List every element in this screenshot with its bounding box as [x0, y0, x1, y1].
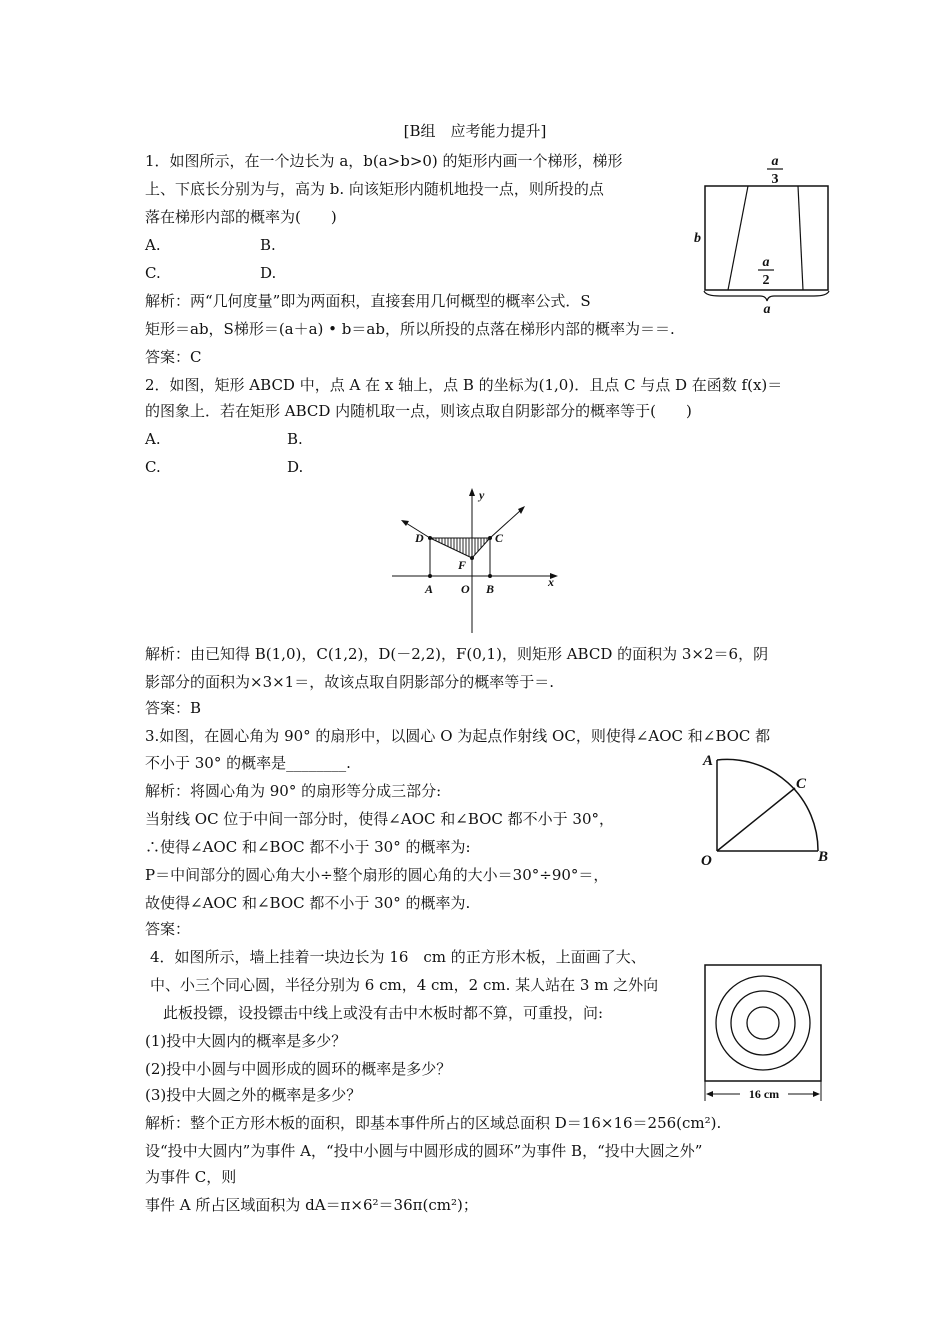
- q1-bottom-brace: [704, 291, 829, 301]
- q3-solution-1: 解析：将圆心角为 90° 的扇形等分成三部分:: [145, 782, 442, 800]
- q1-option-d: D.: [260, 264, 277, 282]
- q3-answer: 答案：: [145, 920, 191, 938]
- q2-option-d: D.: [287, 458, 304, 476]
- point-a-label: A: [425, 582, 434, 596]
- q3-solution-2: 当射线 OC 位于中间一部分时，使得∠AOC 和∠BOC 都不小于 30°，: [145, 810, 615, 828]
- section-title: [B组 应考能力提升]: [403, 122, 547, 140]
- q2-solution-2: 影部分的面积为×3×1＝，故该点取自阴影部分的概率等于＝.: [145, 673, 554, 691]
- y-axis-label: y: [479, 488, 485, 502]
- q3-line-1: 3.如图，在圆心角为 90° 的扇形中，以圆心 O 为起点作射线 OC，则使得∠AOC 和∠BOC 都: [145, 727, 771, 745]
- point-c-label: C: [796, 776, 807, 792]
- q1-fig-bottom-label: a: [763, 302, 771, 317]
- q1-option-b: B.: [260, 236, 276, 254]
- point-o-label: O: [701, 853, 712, 869]
- q4-solution-2: 设“投中大圆内”为事件 A，“投中小圆与中圆形成的圆环”为事件 B，“投中大圆之外”: [145, 1142, 703, 1160]
- q4-solution-1: 解析：整个正方形木板的面积，即基本事件所占的区域总面积 D＝16×16＝256(cm²).: [145, 1114, 722, 1132]
- shaded-triangle: [430, 538, 490, 558]
- q3-solution-5: 故使得∠AOC 和∠BOC 都不小于 30° 的概率为.: [145, 894, 471, 912]
- q4-line-1: 4．如图所示，墙上挂着一块边长为 16 cm 的正方形木板，上面画了大、: [150, 948, 646, 966]
- sector-arc: [717, 759, 818, 851]
- q3-solution-4: P＝中间部分的圆心角大小÷整个扇形的圆心角的大小＝30°÷90°＝，: [145, 866, 609, 884]
- q1-line-1: 1．如图所示，在一个边长为 a，b(a>b>0) 的矩形内画一个梯形，梯形: [145, 152, 623, 170]
- q1-trapezoid-right-side: [798, 186, 803, 290]
- q4-line-3: 此板投镖，设投镖击中线上或没有击中木板时都不算，可重投，问:: [163, 1004, 604, 1022]
- q4-figure: [700, 963, 830, 1103]
- q2-option-c: C.: [145, 458, 161, 476]
- q1-fig-mid-numerator: a: [762, 255, 770, 270]
- q1-line-3: 落在梯形内部的概率为( ): [145, 208, 337, 226]
- x-axis-label: x: [548, 575, 554, 589]
- q1-fig-side-label: b: [694, 231, 701, 246]
- q2-option-b: B.: [287, 430, 303, 448]
- q1-option-c: C.: [145, 264, 161, 282]
- point-a-label: A: [703, 753, 714, 769]
- point-b-label: B: [818, 849, 829, 865]
- q1-fig-top-numerator: a: [771, 154, 779, 169]
- q3-figure: [700, 748, 840, 873]
- q2-line-2: 的图象上．若在矩形 ABCD 内随机取一点，则该点取自阴影部分的概率等于( ): [145, 402, 692, 420]
- q1-fig-top-denominator: 3: [771, 172, 779, 187]
- q4-line-4: (1)投中大圆内的概率是多少？: [145, 1032, 347, 1050]
- q1-solution-1: 解析：两“几何度量”即为两面积，直接套用几何概型的概率公式．S: [145, 292, 591, 310]
- square-board: [705, 965, 821, 1081]
- ray-oc: [717, 788, 795, 851]
- q2-figure: [390, 485, 570, 635]
- q1-figure: [690, 150, 840, 317]
- point-c-label: C: [495, 531, 504, 545]
- small-circle: [747, 1007, 779, 1039]
- point-f-label: F: [458, 558, 467, 572]
- point-d-label: D: [415, 531, 424, 545]
- q4-solution-4: 事件 A 所占区域面积为 dA＝π×6²＝36π(cm²)；: [145, 1196, 478, 1214]
- q2-option-a: A.: [145, 430, 161, 448]
- q2-solution-1: 解析：由已知得 B(1,0)，C(1,2)，D(－2,2)，F(0,1)，则矩形 ABCD 的面积为 3×2＝6，阴: [145, 645, 769, 663]
- q3-solution-3: ∴使得∠AOC 和∠BOC 都不小于 30° 的概率为:: [145, 838, 471, 856]
- q1-line-2: 上、下底长分别为与，高为 b. 向该矩形内随机地投一点，则所投的点: [145, 180, 604, 198]
- point-b-label: B: [486, 582, 495, 596]
- q1-solution-2: 矩形＝ab，S梯形＝(a＋a) • b＝ab，所以所投的点落在梯形内部的概率为＝＝.: [145, 320, 675, 338]
- medium-circle: [731, 991, 795, 1055]
- q2-answer: 答案：B: [145, 699, 202, 717]
- q4-line-5: (2)投中小圆与中圆形成的圆环的概率是多少？: [145, 1060, 452, 1078]
- q1-answer: 答案：C: [145, 348, 202, 366]
- point-o-label: O: [461, 582, 470, 596]
- q4-line-2: 中、小三个同心圆，半径分别为 6 cm，4 cm，2 cm. 某人站在 3 m 之外向: [150, 976, 659, 994]
- q2-line-1: 2．如图，矩形 ABCD 中，点 A 在 x 轴上，点 B 的坐标为(1,0)．且点 C 与点 D 在函数 f(x)＝: [145, 376, 783, 394]
- q4-line-6: (3)投中大圆之外的概率是多少？: [145, 1086, 362, 1104]
- board-width-label: 16 cm: [748, 1087, 780, 1101]
- q1-trapezoid-left-side: [728, 186, 748, 290]
- large-circle: [716, 976, 810, 1070]
- q4-solution-3: 为事件 C，则: [145, 1168, 237, 1186]
- q1-fig-mid-denominator: 2: [762, 273, 770, 288]
- q1-option-a: A.: [145, 236, 161, 254]
- q3-line-2: 不小于 30° 的概率是________.: [145, 754, 351, 772]
